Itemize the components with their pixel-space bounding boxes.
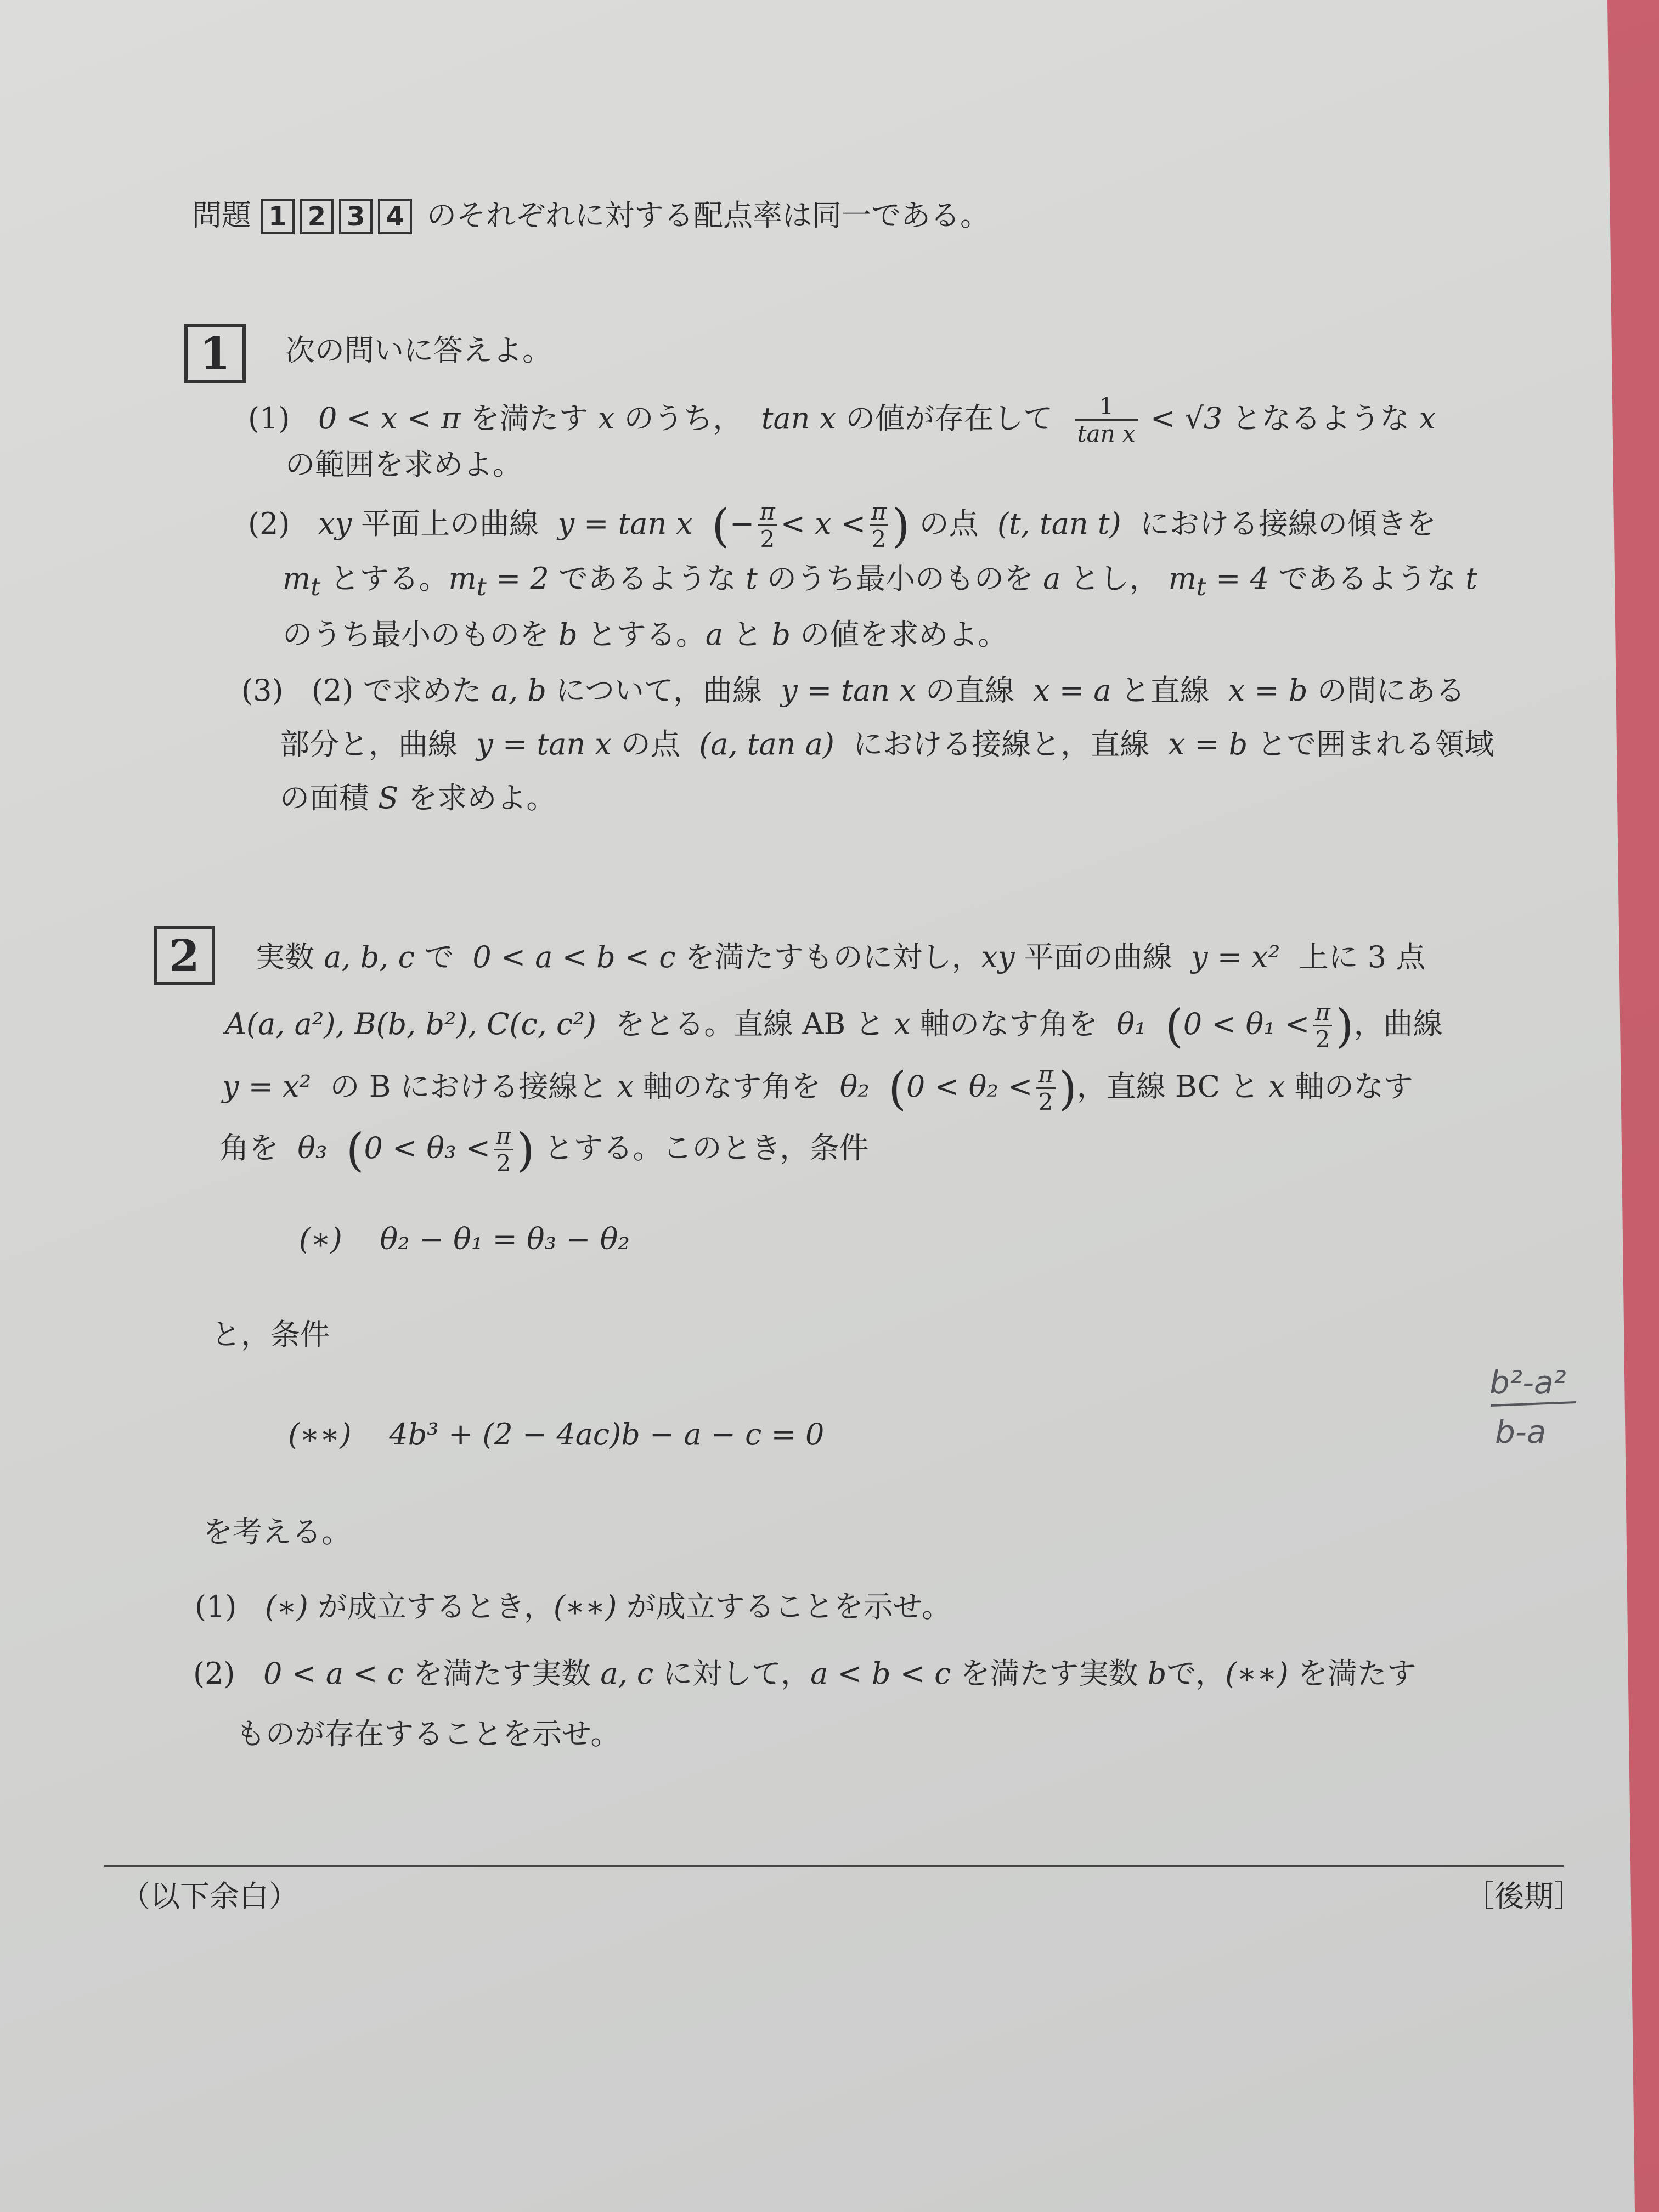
problem-box-3: 3 [339,199,373,234]
instructions-suffix: のそれぞれに対する配点率は同一である。 [426,198,990,233]
footer-rule [104,1865,1564,1867]
handwritten-note [1484,1355,1583,1465]
problem-2-number-box: 2 [154,926,215,985]
p2-q2-line2: ものが存在することを示せ。 [236,1717,620,1751]
p1-q2-line2: $m_t$ とする。$m_t = 2$ であるような t のうち最小のものを a とし， $m_t = 4$ であるような t [283,561,1477,601]
condition-2: (∗∗) 4b³ + (2 − 4ac)b − a − c = 0 [288,1417,825,1452]
handwritten-numerator: b²-a² [1489,1364,1566,1401]
p1-q3-line2: 部分と，曲線 y = tan x の点 (a, tan a) における接線と，直線 x = b とで囲まれる領域 [280,727,1494,761]
instructions-line [192,199,990,234]
p1-q1-line2: の範囲を求めよ。 [285,447,522,482]
p2-line1: 実数 a, b, c で 0 < a < b < c を満たすものに対し，xy 平面の曲線 y = x² 上に 3 点 [255,940,1426,974]
p1-q2-line1: (2) xy 平面上の曲線 y = tan x (− $\frac{\pi}{2}$ < x < $\frac{\pi}{2}$ ) の点 (t, tan t) における接線の傾きを [248,498,1436,553]
condition-1: (∗) θ₂ − θ₁ = θ₃ − θ₂ [299,1222,630,1256]
p2-q2-line1: (2) 0 < a < c を満たす実数 a, c に対して，a < b < c を満たす実数 bで，(∗∗) を満たす [193,1656,1417,1691]
p1-q3-line1: (3) (2) で求めた a, b について，曲線 y = tan x の直線 x = a と直線 x = b の間にある [241,673,1465,708]
handwritten-denominator: b-a [1495,1413,1547,1451]
p2-line2: A(a, a²), B(b, b²), C(c, c²) をとる。直線 AB と x 軸のなす角を θ₁ (0 < θ₁ < $\frac{\pi}{2}$ )，曲線 [225,998,1443,1053]
problem-box-2: 2 [300,199,334,234]
problem-1-number-box: 1 [184,324,246,383]
consider-text: を考える。 [203,1515,351,1549]
p1-q2-line3: のうち最小のものを b とする。a と b の値を求めよ。 [283,617,1008,652]
problem-box-1: 1 [261,199,294,234]
p2-q1: (1) (∗) が成立するとき，(∗∗) が成立することを示せ。 [195,1589,951,1624]
p1-q3-line3: の面積 S を求めよ。 [280,781,556,815]
p2-line3: y = x² の B における接線と x 軸のなす角を θ₂ (0 < θ₂ < $\frac{\pi}{2}$ )，直線 BC と x 軸のなす [222,1061,1413,1116]
p2-line4: 角を θ₃ (0 < θ₃ < $\frac{\pi}{2}$ ) とする。このとき，条件 [219,1122,869,1177]
p1-q1-line1: (1) 0 < x < π を満たす x のうち， tan x の値が存在して $\frac{1}{\text{tan x}}$ < √3 となるような x [248,393,1436,448]
instructions-prefix: 問題 [192,198,251,233]
footer-right: ［後期］ [1465,1879,1583,1914]
fraction-one-over-tan: $\frac{1}{\text{tan x}}$ [1075,394,1138,448]
footer-left: （以下余白） [121,1879,298,1914]
problem-box-4: 4 [378,199,411,234]
problem-1-intro: 次の問いに答えよ。 [285,333,552,368]
and-condition-text: と，条件 [211,1317,330,1352]
